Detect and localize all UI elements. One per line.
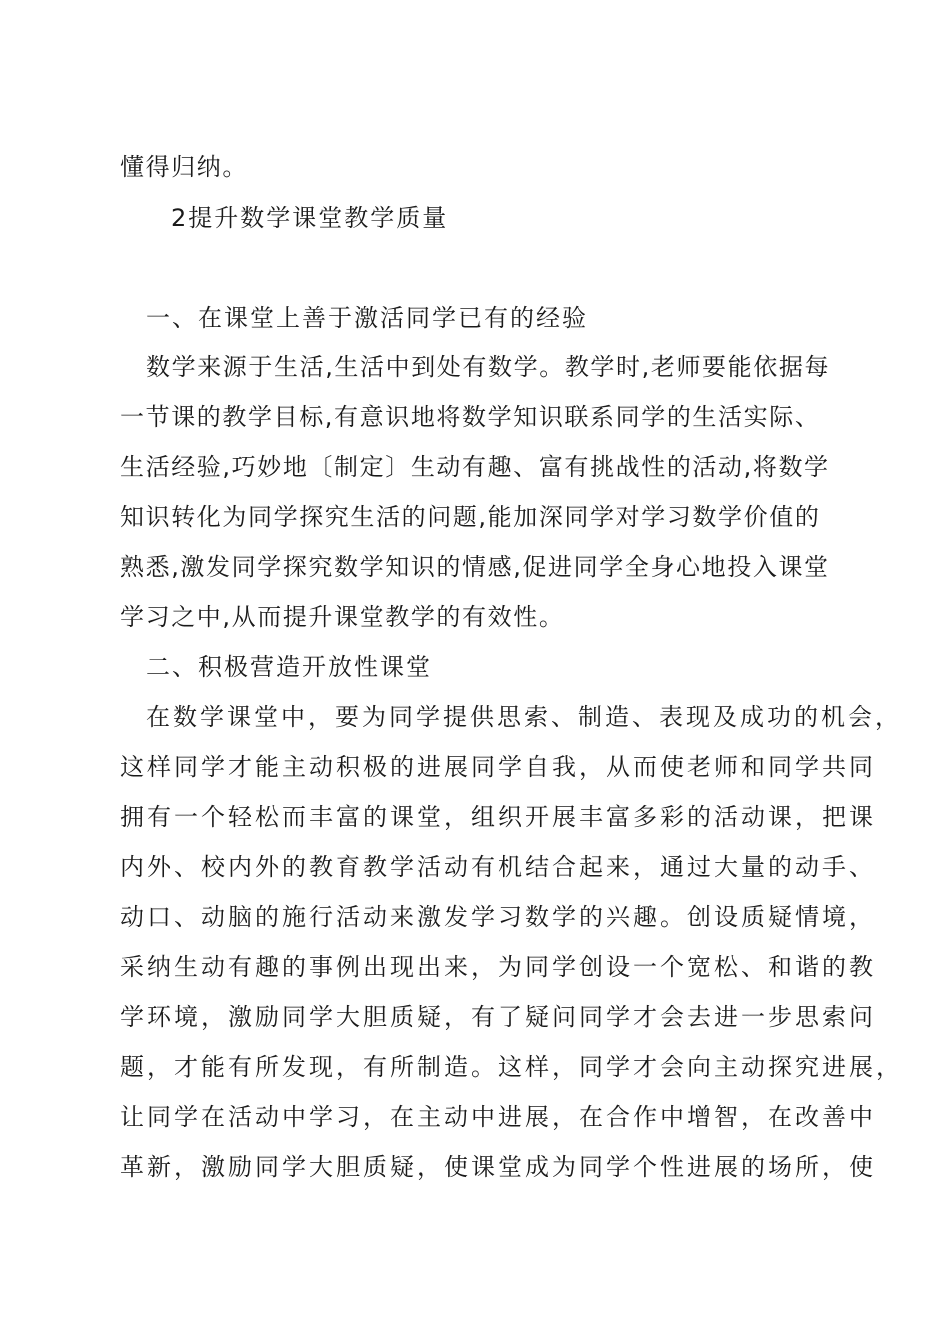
section2-line: 革新，激励同学大胆质疑，使课堂成为同学个性进展的场所，使 xyxy=(120,1153,876,1181)
section2-line: 采纳生动有趣的事例出现出来，为同学创设一个宽松、和谐的教 xyxy=(120,953,876,981)
section2-line: 这样同学才能主动积极的进展同学自我，从而使老师和同学共同 xyxy=(120,753,876,781)
section2-title: 二、积极营造开放性课堂 xyxy=(146,653,432,681)
section2-line: 动口、动脑的施行活动来激发学习数学的兴趣。创设质疑情境， xyxy=(120,903,876,931)
section1-line: 知识转化为同学探究生活的问题,能加深同学对学习数学价值的 xyxy=(120,503,821,531)
section2-line: 在数学课堂中，要为同学提供思索、制造、表现及成功的机会， xyxy=(146,703,902,731)
section1-line: 熟悉,激发同学探究数学知识的情感,促进同学全身心地投入课堂 xyxy=(120,553,830,581)
section-heading: 2提升数学课堂教学质量 xyxy=(171,204,449,232)
section2-line: 内外、校内外的教育教学活动有机结合起来，通过大量的动手、 xyxy=(120,853,876,881)
section1-line: 数学来源于生活,生活中到处有数学。教学时,老师要能依据每 xyxy=(146,353,831,381)
section2-line: 让同学在活动中学习，在主动中进展，在合作中增智，在改善中 xyxy=(120,1103,876,1131)
intro-tail-text: 懂得归纳。 xyxy=(120,153,248,181)
section2-line: 题，才能有所发现，有所制造。这样，同学才会向主动探究进展， xyxy=(120,1053,903,1081)
section1-title: 一、在课堂上善于激活同学已有的经验 xyxy=(146,304,588,332)
section1-line: 学习之中,从而提升课堂教学的有效性。 xyxy=(120,603,565,631)
section2-line: 拥有一个轻松而丰富的课堂，组织开展丰富多彩的活动课，把课 xyxy=(120,803,876,831)
section1-line: 一节课的教学目标,有意识地将数学知识联系同学的生活实际、 xyxy=(120,403,821,431)
section1-line: 生活经验,巧妙地〔制定〕生动有趣、富有挑战性的活动,将数学 xyxy=(120,453,830,481)
section2-line: 学环境，激励同学大胆质疑，有了疑问同学才会去进一步思索问 xyxy=(120,1003,876,1031)
